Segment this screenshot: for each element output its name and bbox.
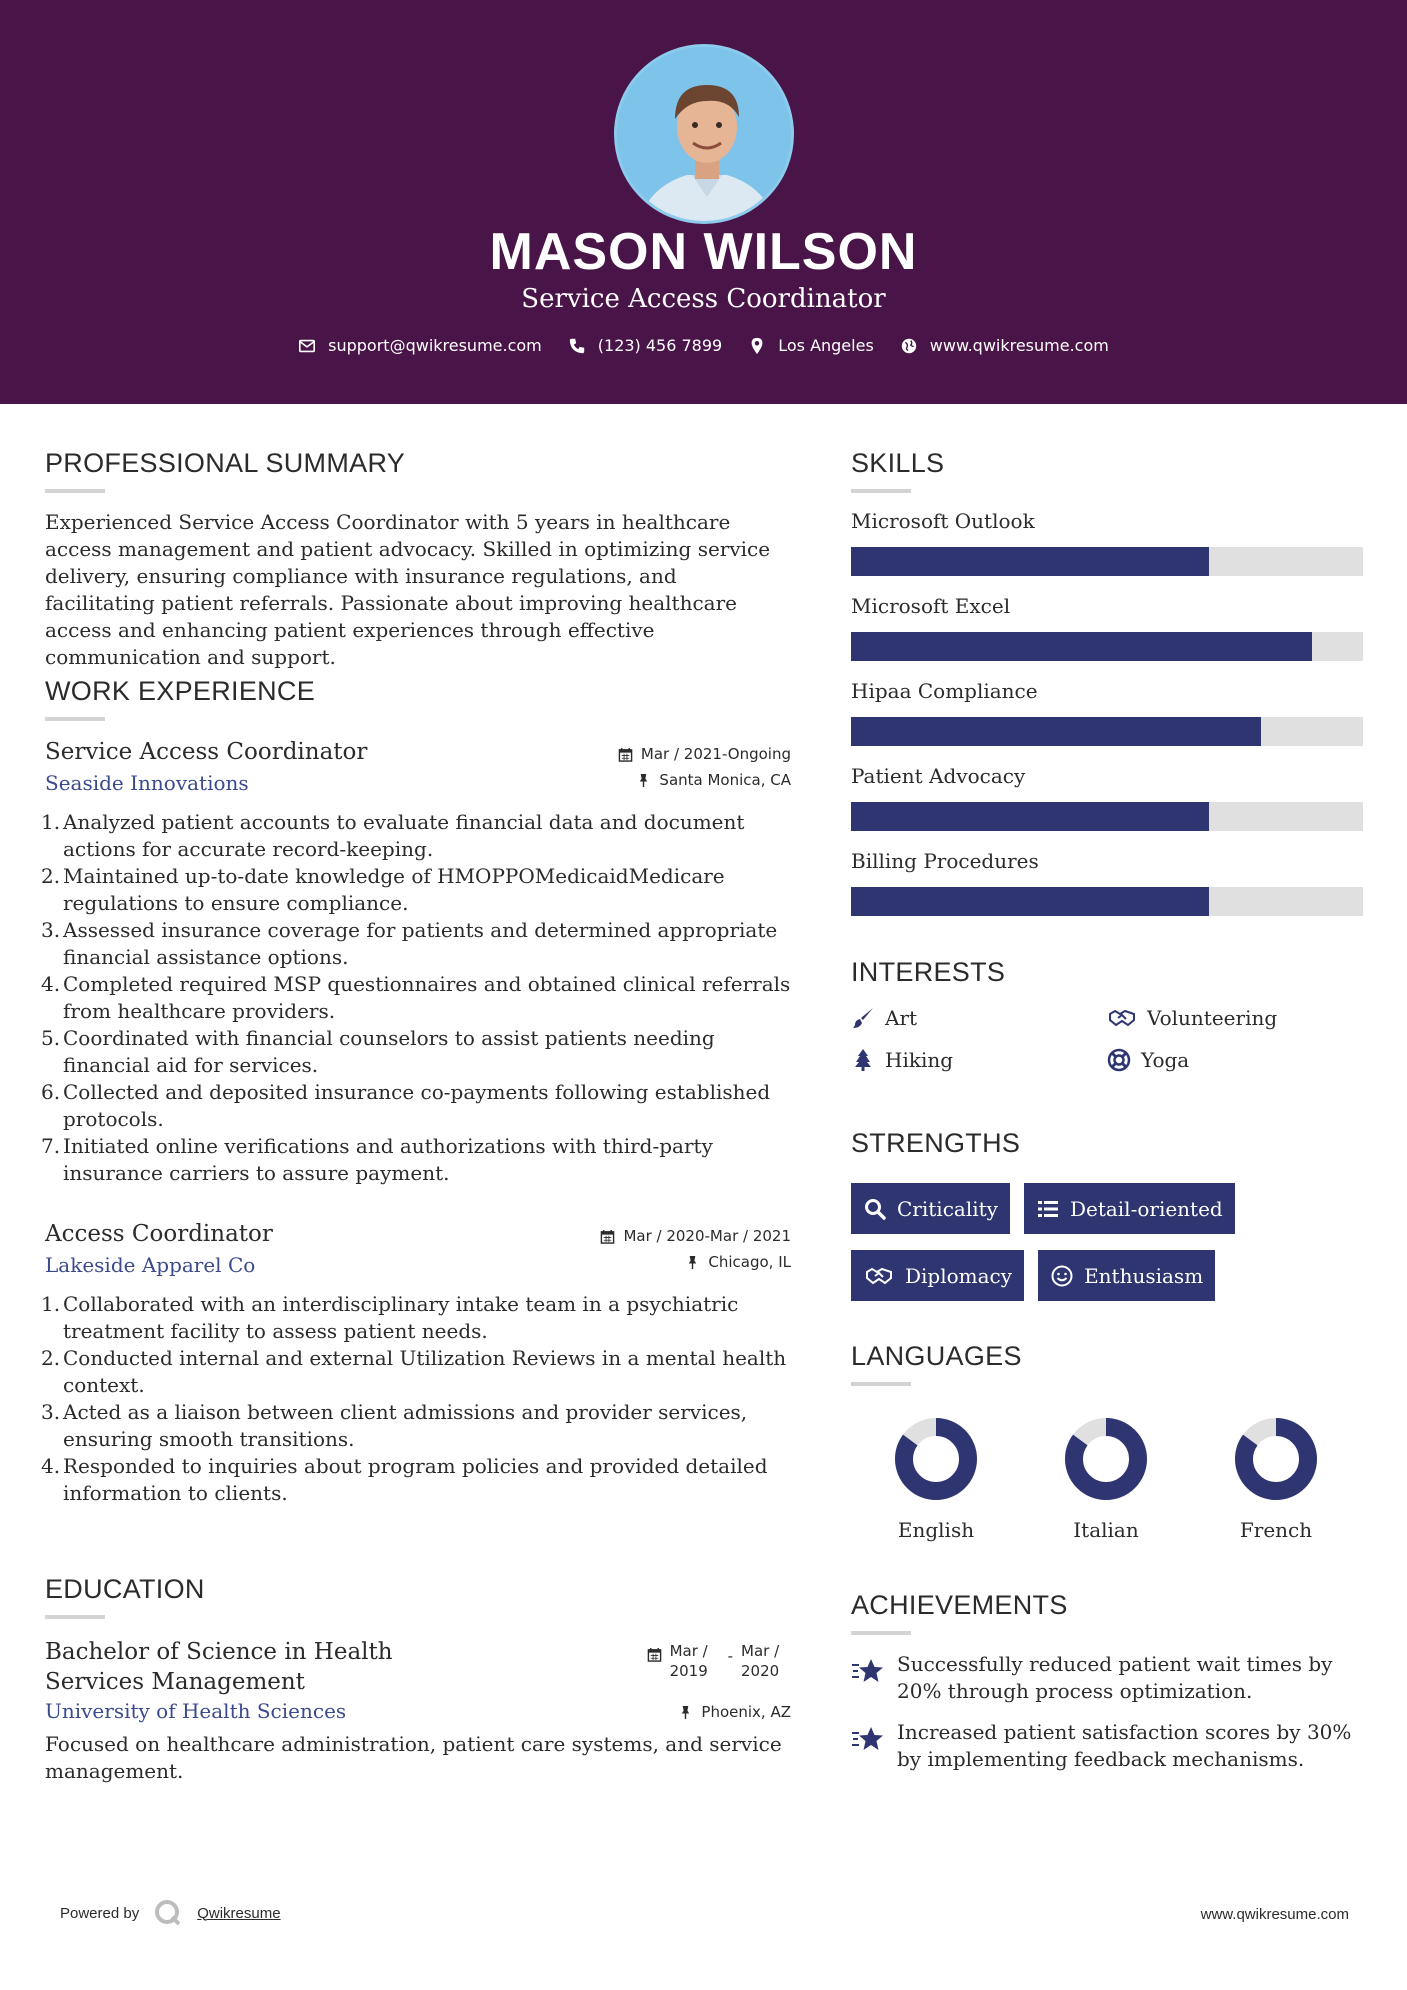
strength-name: Criticality xyxy=(897,1196,998,1221)
school-name: University of Health Sciences xyxy=(45,1699,347,1723)
strengths-section xyxy=(851,1128,1363,1301)
interest-name: Volunteering xyxy=(1147,1006,1278,1030)
section-title: ACHIEVEMENTS xyxy=(851,1590,1068,1620)
achievement-item xyxy=(851,1719,1363,1773)
skill-bar xyxy=(851,802,1363,831)
strength-chip xyxy=(851,1250,1024,1301)
skill-bar xyxy=(851,547,1363,576)
paintbrush-icon xyxy=(851,1006,875,1030)
section-divider xyxy=(45,1615,105,1619)
achievements-section xyxy=(851,1590,1363,1773)
strength-chip xyxy=(1038,1250,1215,1301)
qwikresume-logo-icon xyxy=(153,1898,183,1928)
pin-icon xyxy=(636,773,651,788)
skills-section xyxy=(851,448,1363,934)
skill-name: Microsoft Excel xyxy=(851,594,1011,618)
contact-email[interactable] xyxy=(298,336,542,355)
job-location-text: Chicago, IL xyxy=(708,1253,791,1271)
job-date-text: Mar / 2021-Ongoing xyxy=(640,745,791,763)
globe-icon xyxy=(900,337,918,355)
skill-bar-fill xyxy=(851,717,1261,746)
candidate-title: Service Access Coordinator xyxy=(521,284,886,314)
education-date-sep: - xyxy=(727,1647,733,1665)
duty-list xyxy=(41,1291,791,1507)
job-date xyxy=(618,745,791,763)
section-title: SKILLS xyxy=(851,448,945,478)
strength-chip xyxy=(851,1183,1010,1234)
skill-name: Patient Advocacy xyxy=(851,764,1026,788)
skill-item xyxy=(851,679,1363,764)
section-title: PROFESSIONAL SUMMARY xyxy=(45,448,406,478)
skill-item xyxy=(851,509,1363,594)
section-divider xyxy=(851,489,911,493)
strength-chip xyxy=(1024,1183,1235,1234)
education-location-text: Phoenix, AZ xyxy=(701,1703,791,1721)
language-donut xyxy=(1061,1414,1151,1504)
interest-item xyxy=(851,1048,1107,1072)
degree-title: Bachelor of Science in Health Services Management xyxy=(45,1639,393,1695)
tree-icon xyxy=(851,1048,875,1072)
skill-bar xyxy=(851,717,1363,746)
interests-section xyxy=(851,957,1363,1072)
handshake-icon xyxy=(863,1264,895,1288)
search-icon xyxy=(863,1197,887,1221)
summary-section xyxy=(45,448,791,671)
profile-photo xyxy=(617,47,794,224)
contact-website[interactable] xyxy=(900,336,1109,355)
education-start: Mar / 2019 xyxy=(669,1642,708,1680)
skill-bar-fill xyxy=(851,547,1209,576)
section-title: STRENGTHS xyxy=(851,1128,1021,1158)
skills-list xyxy=(851,509,1363,934)
section-title: WORK EXPERIENCE xyxy=(45,676,316,706)
languages-section xyxy=(851,1341,1363,1542)
section-divider xyxy=(45,489,105,493)
duty-item: 3. Acted as a liaison between client admissions and provider services, ensuring smooth transitions. xyxy=(41,1400,748,1451)
strength-name: Detail-oriented xyxy=(1069,1196,1223,1221)
section-title: EDUCATION xyxy=(45,1574,205,1604)
skill-bar-fill xyxy=(851,632,1312,661)
calendar-icon xyxy=(647,1647,662,1662)
skill-item xyxy=(851,764,1363,849)
duty-item: 2. Maintained up-to-date knowledge of HMOPPOMedicaidMedicare regulations to ensure compliance. xyxy=(41,864,725,915)
skill-name: Hipaa Compliance xyxy=(851,679,1038,703)
contact-bar xyxy=(0,336,1407,355)
job-location xyxy=(636,771,791,789)
language-donut xyxy=(891,1414,981,1504)
job-date-text: Mar / 2020-Mar / 2021 xyxy=(623,1227,791,1245)
duty-item: 1. Collaborated with an interdisciplinary intake team in a psychiatric treatment facility to assess patient needs. xyxy=(41,1292,739,1343)
language-item xyxy=(1191,1414,1361,1542)
duty-list xyxy=(41,809,791,1187)
duty-item: 1. Analyzed patient accounts to evaluate financial data and document actions for accurate record-keeping. xyxy=(41,810,745,861)
skill-item xyxy=(851,849,1363,934)
interests-list xyxy=(851,1006,1363,1072)
education-description: Focused on healthcare administration, patient care systems, and service management. xyxy=(45,1732,782,1783)
list-icon xyxy=(1036,1197,1060,1221)
job-entry xyxy=(41,1221,791,1507)
skill-bar xyxy=(851,632,1363,661)
summary-text: Experienced Service Access Coordinator with 5 years in healthcare access management and patient advocacy. Skilled in optimizing service delivery, ensuring compliance with insurance regulations, and facilitating patient referrals. Passionate about improving healthcare access and enhancing patient experiences through effective communication and support. xyxy=(45,510,771,669)
candidate-name: MASON WILSON xyxy=(489,223,918,281)
company-name: Seaside Innovations xyxy=(45,771,249,795)
map-marker-icon xyxy=(748,337,766,355)
education-end: Mar / 2020 xyxy=(741,1642,780,1680)
education-section xyxy=(45,1574,791,1785)
footer-url[interactable]: www.qwikresume.com xyxy=(1200,1906,1349,1923)
language-name: Italian xyxy=(1073,1518,1139,1542)
phone-icon xyxy=(568,337,586,355)
calendar-icon xyxy=(618,747,633,762)
strength-name: Diplomacy xyxy=(905,1263,1013,1288)
interest-item xyxy=(1107,1006,1363,1030)
skill-name: Microsoft Outlook xyxy=(851,509,1035,533)
language-donut xyxy=(1231,1414,1321,1504)
experience-section xyxy=(41,676,791,1507)
section-title: LANGUAGES xyxy=(851,1341,1022,1371)
strength-name: Enthusiasm xyxy=(1084,1263,1204,1288)
pin-icon xyxy=(685,1255,700,1270)
company-name: Lakeside Apparel Co xyxy=(45,1253,256,1277)
job-location-text: Santa Monica, CA xyxy=(659,771,791,789)
smile-icon xyxy=(1050,1264,1074,1288)
skill-bar xyxy=(851,887,1363,916)
contact-phone-text: (123) 456 7899 xyxy=(597,336,723,355)
achievement-text: Increased patient satisfaction scores by 30% by implementing feedback mechanisms. xyxy=(897,1720,1352,1771)
contact-location-text: Los Angeles xyxy=(778,336,874,355)
education-date xyxy=(647,1641,791,1681)
contact-email-text: support@qwikresume.com xyxy=(328,336,542,355)
skill-item xyxy=(851,594,1363,679)
strengths-list xyxy=(851,1183,1363,1301)
interest-name: Art xyxy=(885,1006,918,1030)
achievement-item xyxy=(851,1651,1363,1705)
job-title: Service Access Coordinator xyxy=(45,739,368,765)
contact-phone[interactable] xyxy=(568,336,722,355)
avatar xyxy=(614,44,794,224)
pin-icon xyxy=(678,1705,693,1720)
duty-item: 6. Collected and deposited insurance co-payments following established protocols. xyxy=(41,1080,771,1131)
handshake-icon xyxy=(1107,1006,1137,1030)
life-ring-icon xyxy=(1107,1048,1131,1072)
duty-item: 4. Responded to inquiries about program policies and provided detailed information to clients. xyxy=(41,1454,768,1505)
section-title: INTERESTS xyxy=(851,957,1006,987)
section-divider xyxy=(851,1382,911,1386)
achievement-text: Successfully reduced patient wait times by 20% through process optimization. xyxy=(897,1652,1333,1703)
envelope-icon xyxy=(298,337,316,355)
star-icon xyxy=(851,1655,885,1689)
interest-name: Hiking xyxy=(885,1048,954,1072)
language-item xyxy=(1021,1414,1191,1542)
skill-name: Billing Procedures xyxy=(851,849,1039,873)
duty-item: 2. Conducted internal and external Utilization Reviews in a mental health context. xyxy=(41,1346,787,1397)
section-divider xyxy=(45,717,105,721)
interest-item xyxy=(1107,1048,1363,1072)
skill-bar-fill xyxy=(851,802,1209,831)
duty-item: 5. Coordinated with financial counselors to assist patients needing financial aid for services. xyxy=(41,1026,715,1077)
footer-powered-by xyxy=(60,1898,281,1928)
calendar-icon xyxy=(600,1229,615,1244)
resume-header xyxy=(0,0,1407,404)
duty-item: 3. Assessed insurance coverage for patients and determined appropriate financial assistance options. xyxy=(41,918,778,969)
section-divider xyxy=(851,1631,911,1635)
interest-item xyxy=(851,1006,1107,1030)
languages-list xyxy=(851,1414,1363,1542)
job-location xyxy=(685,1253,791,1271)
interest-name: Yoga xyxy=(1141,1048,1190,1072)
contact-location xyxy=(748,336,874,355)
brand-link[interactable]: Qwikresume xyxy=(197,1904,281,1922)
language-item xyxy=(851,1414,1021,1542)
job-title: Access Coordinator xyxy=(45,1221,273,1247)
duty-item: 7. Initiated online verifications and authorizations with third-party insurance carriers to assure payment. xyxy=(41,1134,713,1185)
job-date xyxy=(600,1227,791,1245)
contact-website-text: www.qwikresume.com xyxy=(929,336,1109,355)
job-entry xyxy=(41,739,791,1187)
skill-bar-fill xyxy=(851,887,1209,916)
education-location xyxy=(678,1703,791,1721)
language-name: French xyxy=(1239,1518,1313,1542)
duty-item: 4. Completed required MSP questionnaires and obtained clinical referrals from healthcare providers. xyxy=(41,972,791,1023)
star-icon xyxy=(851,1723,885,1757)
powered-by-label: Powered by xyxy=(60,1904,140,1922)
language-name: English xyxy=(897,1518,975,1542)
